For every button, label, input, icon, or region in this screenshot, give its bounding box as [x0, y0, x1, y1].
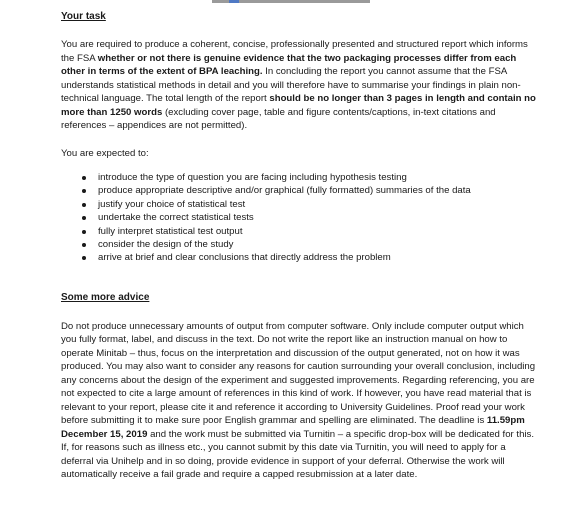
bullet-icon: [82, 216, 86, 220]
bullet-icon: [82, 176, 86, 180]
bullet-icon: [82, 243, 86, 247]
expected-intro: You are expected to:: [61, 147, 149, 159]
expectation-text: fully interpret statistical test output: [98, 225, 243, 237]
advice-paragraph: [61, 320, 539, 482]
expectation-text: arrive at brief and clear conclusions that directly address the problem: [98, 252, 391, 264]
intro-bold-1: whether or not there is genuine evidence that the two packaging processes differ from each other in terms of the extent of BPA leaching.: [61, 52, 517, 77]
expectation-text: undertake the correct statistical tests: [98, 212, 254, 224]
bullet-icon: [82, 256, 86, 260]
window-top-bar: [212, 0, 370, 3]
bullet-icon: [82, 230, 86, 234]
expectation-text: consider the design of the study: [98, 239, 234, 251]
expectation-item: [61, 238, 539, 251]
advice-text-1: Do not produce unnecessary amounts of output from computer software. Only include computer output which you fully format, label, and discuss in the text. Do not write the report like an instruction manual on how to operate Minitab – thus, focus on the interpretation and discussion of the output generated, not on how it was produced. You may also want to consider any reasons for caution surrounding your overall conclusion, including any concerns about the design of the experiment and suggested improvements. Regarding referencing, you are not expected to cite a large amount of references in this kind of work. If however, you have read material that is relevant to your report, please cite it and reference it according to University Guidelines. Proof read your work before submitting it to make sure poor English grammar and spelling are eliminated. The deadline is: [61, 320, 536, 427]
advice-heading: Some more advice: [61, 291, 150, 303]
task-heading: Your task: [61, 11, 106, 22]
expectations-list: [61, 171, 539, 265]
expectation-item: [61, 211, 539, 224]
expectation-item: [61, 198, 539, 211]
bullet-icon: [82, 189, 86, 193]
expectation-text: introduce the type of question you are facing including hypothesis testing: [98, 172, 407, 183]
intro-text-3: (excluding cover page, table and figure contents/captions, in-text citations and references – appendices are not permitted).: [61, 106, 496, 131]
expectation-item: [61, 171, 539, 184]
intro-paragraph: [61, 38, 539, 133]
top-bar-accent: [229, 0, 239, 3]
document-content: [61, 10, 539, 482]
expectation-text: justify your choice of statistical test: [98, 198, 246, 210]
bullet-icon: [82, 203, 86, 207]
expectation-item: [61, 251, 539, 264]
intro-text-2: In concluding the report you cannot assume that the FSA understands statistical methods in detail and you will therefore have to summarise your findings in plain non-technical language. The total length of the report: [61, 66, 521, 104]
advice-text-2: and the work must be submitted via Turnitin – a specific drop-box will be dedicated for this. If, for reasons such as illness etc., you cannot submit by this date via Turnitin, you will need to apply for a deferral via Unihelp and in so doing, provide evidence in support of your deferral. Otherwise the work will automatically receive a fail grade and require a capped resubmission at a later date.: [61, 428, 535, 481]
expectation-item: [61, 225, 539, 238]
deadline-bold: 11.59pm December 15, 2019: [61, 415, 525, 440]
intro-text-1: You are required to produce a coherent, concise, professionally presented and structured report which informs the FSA: [61, 39, 528, 64]
expectation-item: [61, 184, 539, 197]
expectation-text: produce appropriate descriptive and/or graphical (fully formatted) summaries of the data: [98, 185, 471, 197]
intro-bold-2: should be no longer than 3 pages in length and contain no more than 1250 words: [61, 93, 536, 118]
